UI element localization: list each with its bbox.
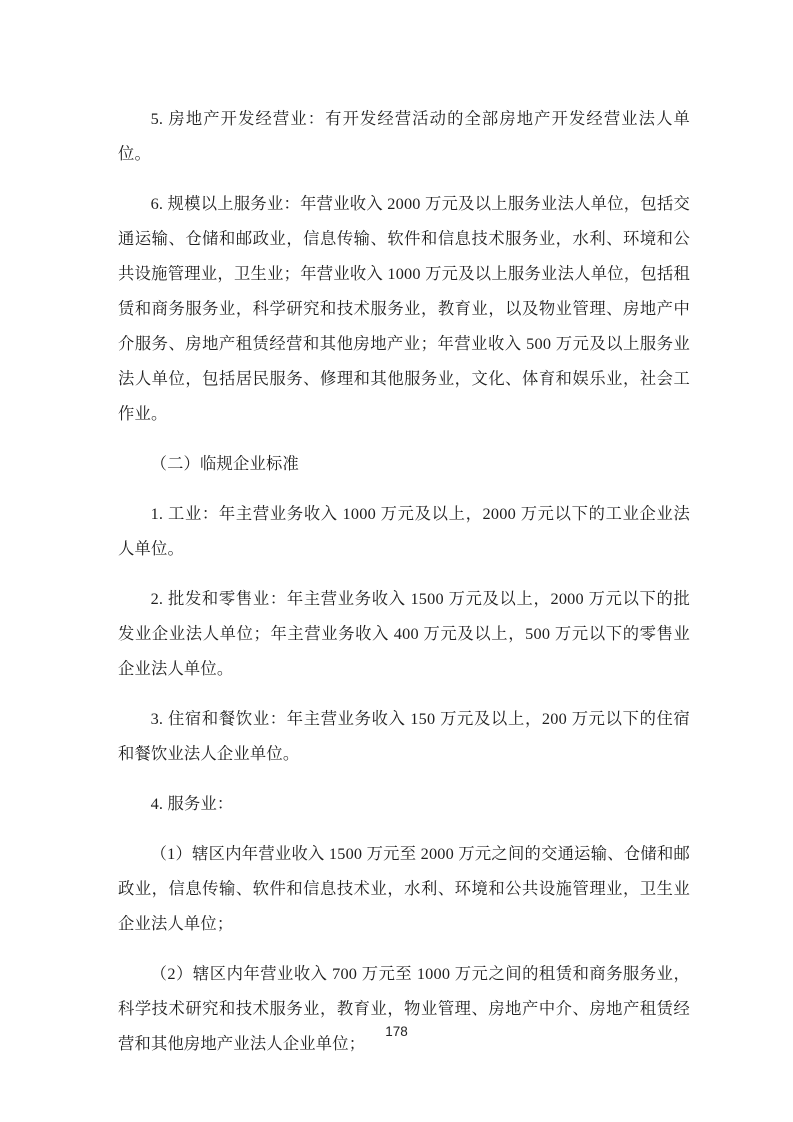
paragraph: （2）辖区内年营业收入 700 万元至 1000 万元之间的租赁和商务服务业，科学技术研究和技术服务业，教育业，物业管理、房地产中介、房地产租赁经营和其他房地产业法人企业单位； xyxy=(118,964,690,1053)
page-number: 178 xyxy=(385,1024,408,1039)
paragraph: 2. 批发和零售业：年主营业务收入 1500 万元及以上，2000 万元以下的批发业企业法人单位；年主营业务收入 400 万元及以上，500 万元以下的零售业企业法人单位。 xyxy=(118,589,690,678)
paragraph: 4. 服务业： xyxy=(150,794,234,813)
paragraph: 3. 住宿和餐饮业：年主营业务收入 150 万元及以上，200 万元以下的住宿和餐饮业法人企业单位。 xyxy=(118,709,690,763)
paragraph: 6. 规模以上服务业：年营业收入 2000 万元及以上服务业法人单位，包括交通运输、仓储和邮政业，信息传输、软件和信息技术服务业，水利、环境和公共设施管理业，卫生业；年营业收入 1000 万元及以上服务业法人单位，包括租赁和商务服务业，科学研究和技术服务业，教育业，以及物业管理、房地产中介服务、房地产租赁经营和其他房地产业；年营业收入 500 万元及以上服务业法人单位，包括居民服务、修理和其他服务业，文化、体育和娱乐业，社会工作业。 xyxy=(118,194,690,423)
paragraph: 1. 工业：年主营业务收入 1000 万元及以上，2000 万元以下的工业企业法人单位。 xyxy=(118,504,690,558)
paragraph: （1）辖区内年营业收入 1500 万元至 2000 万元之间的交通运输、仓储和邮政业，信息传输、软件和信息技术业，水利、环境和公共设施管理业，卫生业企业法人单位； xyxy=(118,844,690,933)
paragraph: （二）临规企业标准 xyxy=(150,454,299,473)
paragraph: 5. 房地产开发经营业：有开发经营活动的全部房地产开发经营业法人单位。 xyxy=(118,109,690,163)
document-body xyxy=(118,101,690,1061)
